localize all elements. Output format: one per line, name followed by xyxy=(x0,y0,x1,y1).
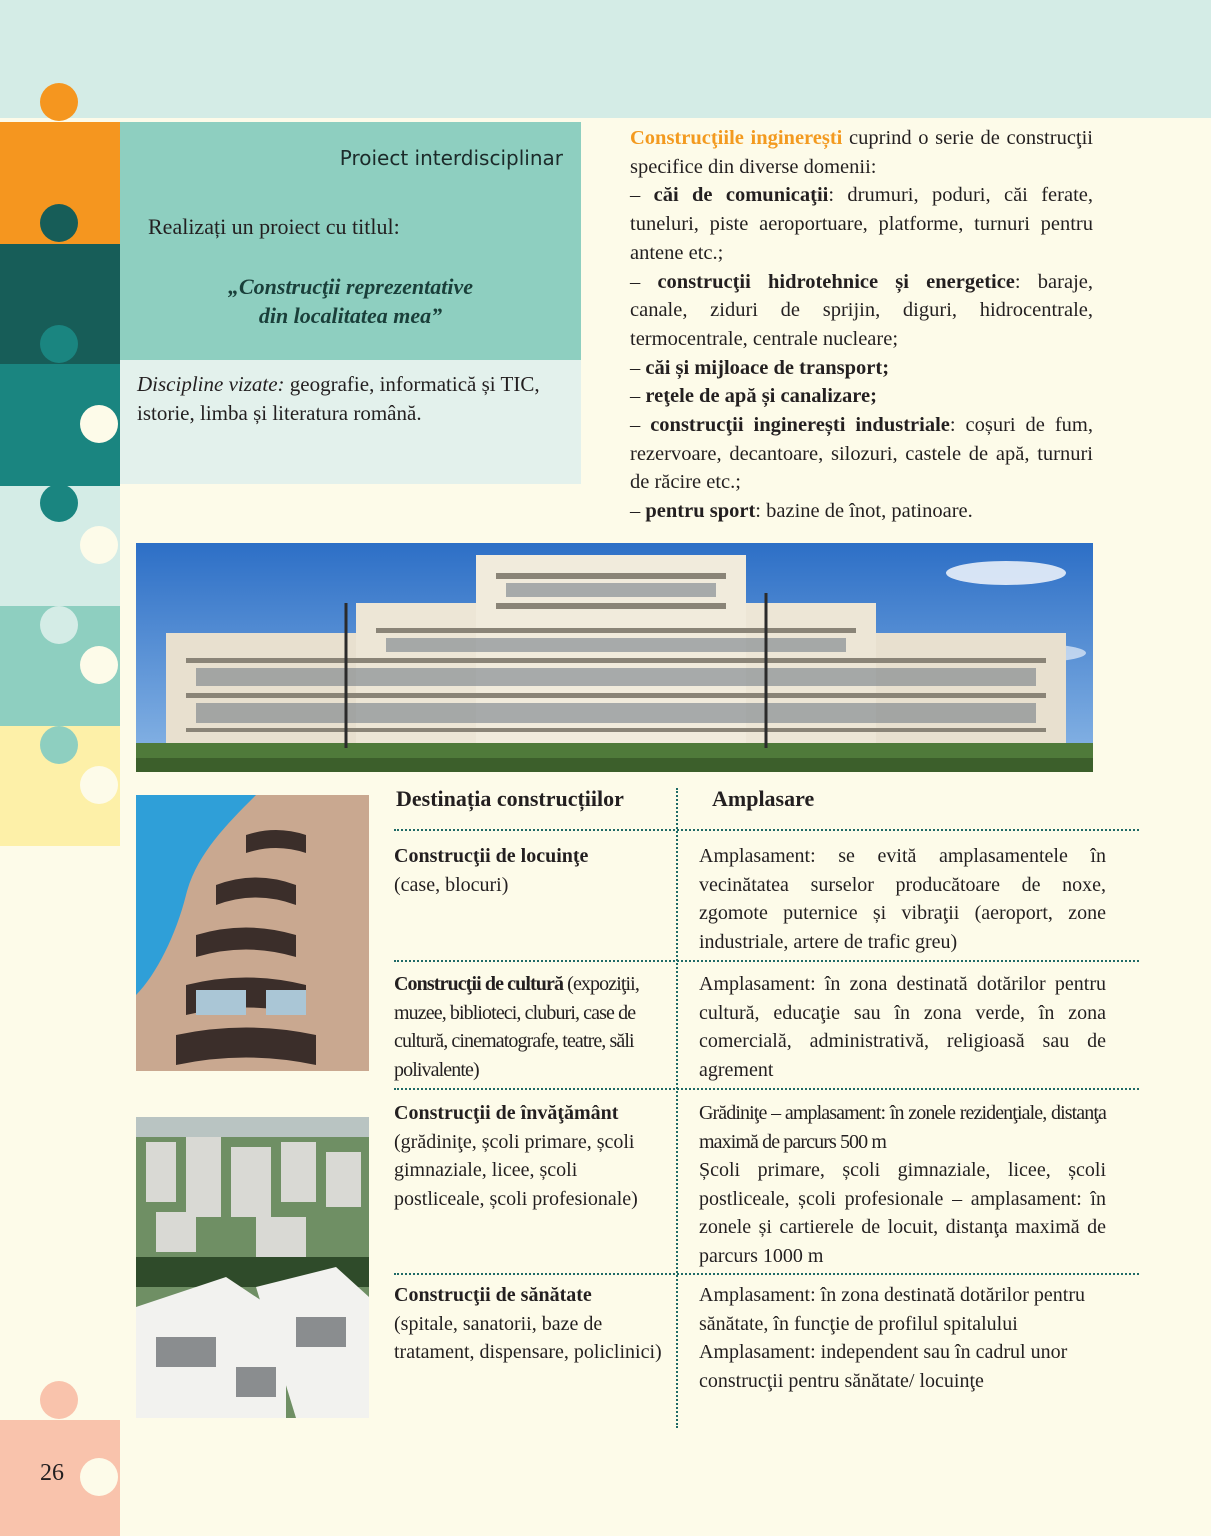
row-destination xyxy=(394,1099,664,1213)
project-name xyxy=(120,272,581,330)
project-intro: Realizați un proiect cu titlul: xyxy=(148,214,400,239)
row-title: Construcţii de cultură xyxy=(394,973,564,995)
bullet: – xyxy=(630,414,641,437)
project-disciplines-box xyxy=(120,360,581,484)
puzzle-knob xyxy=(80,646,118,684)
puzzle-knob xyxy=(40,1381,78,1419)
list-item xyxy=(630,497,1093,526)
list-item xyxy=(630,382,1093,411)
project-box xyxy=(120,122,581,360)
list-item-term: căi și mijloace de transport; xyxy=(645,356,890,379)
list-item-text: : bazine de înot, patinoare. xyxy=(755,500,973,523)
bullet: – xyxy=(630,184,641,207)
row-title: Construcţii de locuinţe xyxy=(394,845,589,867)
row-divider xyxy=(394,1273,1139,1275)
page-number: 26 xyxy=(40,1460,64,1486)
project-name-line1: „Construcţii reprezentative xyxy=(227,274,474,299)
palace-illustration xyxy=(136,543,1093,772)
row-divider xyxy=(394,960,1139,962)
top-band xyxy=(0,0,1211,118)
puzzle-knob xyxy=(40,726,78,764)
puzzle-knob xyxy=(40,484,78,522)
puzzle-knob xyxy=(80,405,118,443)
list-item xyxy=(630,268,1093,354)
row-desc: (spitale, sanatorii, baze de tratament, dispensare, policlinici) xyxy=(394,1312,662,1364)
project-title: Proiect interdisciplinar xyxy=(339,146,563,170)
casa-mila-photo xyxy=(136,795,369,1071)
row-title: Construcţii de învăţământ xyxy=(394,1102,619,1124)
puzzle-knob xyxy=(40,204,78,242)
engineering-lead-term: Construcţiile inginerești xyxy=(630,127,843,149)
engineering-text xyxy=(630,124,1093,526)
row-desc: (expoziţii, muzee, biblioteci, cluburi, case de cultură, cinematografe, teatre, săli polivalente) xyxy=(394,973,639,1081)
disciplines-text: geografie, informatică și TIC, istorie, limba și literatura română. xyxy=(137,372,540,425)
list-item-term: construcţii hidrotehnice și energetice xyxy=(657,270,1015,293)
engineering-lead xyxy=(630,124,1093,181)
list-item-term: căi de comunicaţii xyxy=(653,184,829,207)
disciplines-label: Discipline vizate: xyxy=(137,372,285,396)
row-placement xyxy=(699,1281,1106,1395)
list-item-text: : coșuri de fum, rezervoare, decantoare, silozuri, castele de apă, turnuri de răcire etc.; xyxy=(630,414,1093,494)
row-destination xyxy=(394,842,664,899)
city-aerial-photo xyxy=(136,1117,369,1418)
casa-mila-illustration xyxy=(136,795,369,1071)
row-placement-part: Grădiniţe – amplasament: în zonele rezidenţiale, distanţa maximă de parcurs 500 m xyxy=(699,1102,1106,1153)
column-divider xyxy=(676,788,678,1428)
row-desc: (grădiniţe, școli primare, școli gimnaziale, licee, școli postliceale, școli profesionale) xyxy=(394,1130,638,1210)
row-title: Construcţii de sănătate xyxy=(394,1284,592,1306)
project-disciplines xyxy=(137,370,572,428)
row-divider xyxy=(394,1088,1139,1090)
list-item xyxy=(630,411,1093,497)
row-desc: (case, blocuri) xyxy=(394,873,509,896)
row-placement-part: Școli primare, școli gimnaziale, licee, școli postliceale, școli profesionale – amplasament: în zonele și cartierele de locuit, distanţa maximă de parcurs 1000 m xyxy=(699,1159,1106,1267)
list-item xyxy=(630,181,1093,267)
puzzle-knob xyxy=(80,766,118,804)
palace-photo xyxy=(136,543,1093,772)
project-name-line2: din localitatea mea” xyxy=(258,303,443,328)
puzzle-knob xyxy=(40,325,78,363)
puzzle-knob xyxy=(40,83,78,121)
list-item-term: reţele de apă și canalizare; xyxy=(645,385,877,408)
engineering-lead-text: cuprind o serie de construcţii specifice din diverse domenii: xyxy=(630,127,1093,178)
table-header-placement: Amplasare xyxy=(712,786,815,811)
list-item-term: pentru sport xyxy=(645,500,756,523)
bullet: – xyxy=(630,270,641,293)
puzzle-knob xyxy=(80,1458,118,1496)
puzzle-knob xyxy=(40,606,78,644)
bullet: – xyxy=(630,356,641,379)
puzzle-knob xyxy=(80,526,118,564)
row-placement: Amplasament: se evită amplasamentele în vecinătatea surselor producătoare de noxe, zgomote puternice și vibraţii (aeroport, zone industriale, artere de trafic greu) xyxy=(699,845,1106,953)
puzzle-knob xyxy=(40,806,78,844)
row-placement-part: Amplasament: în zona destinată dotărilor pentru sănătate, în funcţie de profilul spitalului xyxy=(699,1284,1085,1335)
row-placement-part: Amplasament: independent sau în cadrul unor construcţii pentru sănătate/ locuinţe xyxy=(699,1341,1068,1392)
list-item-text: : baraje, canale, ziduri de sprijin, diguri, hidrocentrale, termocentrale, centrale nucleare; xyxy=(630,270,1093,350)
table-header-destination: Destinația construcțiilor xyxy=(396,786,624,811)
bullet: – xyxy=(630,500,641,523)
list-item-term: construcţii inginerești industriale xyxy=(650,414,950,437)
city-aerial-illustration xyxy=(136,1117,369,1418)
bullet: – xyxy=(630,385,641,408)
row-destination xyxy=(394,970,664,1084)
row-placement: Amplasament: în zona destinată dotărilor pentru cultură, educaţie sau în zona verde, în zona comercială, administrativă, religioasă sau de agrement xyxy=(699,973,1106,1081)
row-divider xyxy=(394,829,1139,831)
list-item xyxy=(630,354,1093,383)
list-item-text: : drumuri, poduri, căi ferate, tuneluri, piste aeroportuare, platforme, turnuri pentru antene etc.; xyxy=(630,184,1093,264)
row-destination xyxy=(394,1281,664,1367)
row-placement xyxy=(699,1099,1106,1271)
